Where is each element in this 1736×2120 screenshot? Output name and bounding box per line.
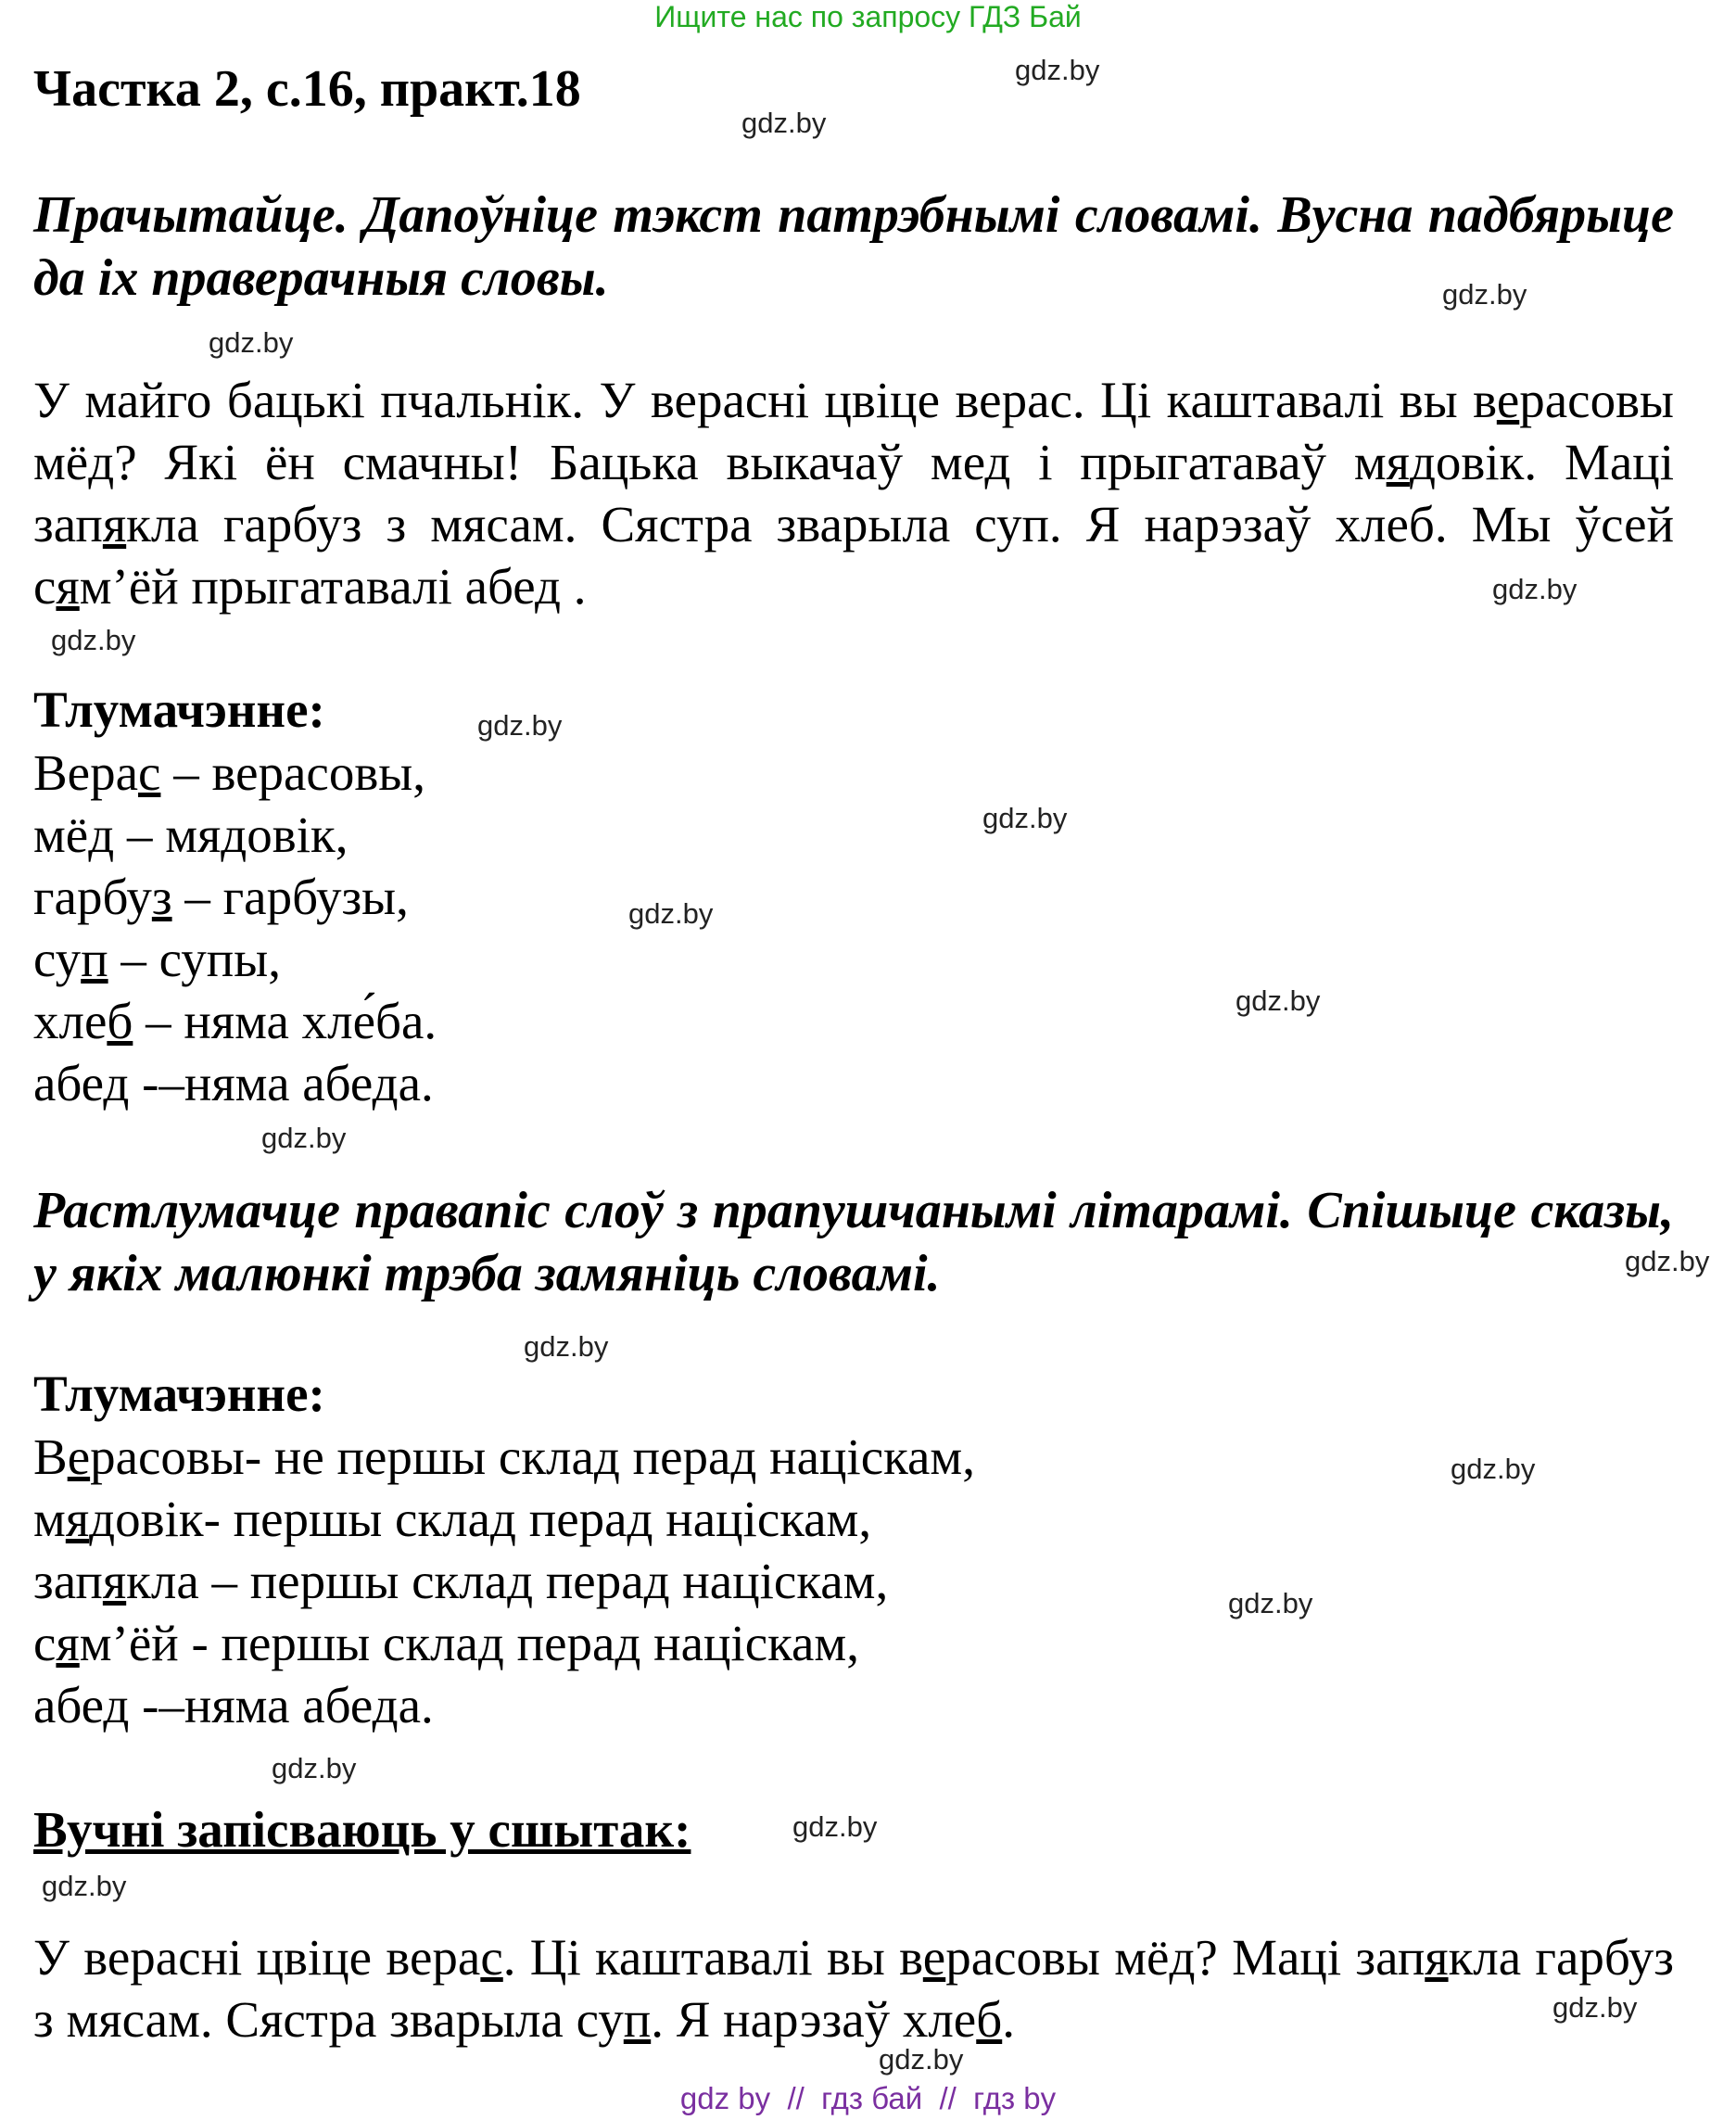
explanation-line: [33, 742, 437, 804]
explanation-list-1: [33, 742, 437, 1114]
text-run: .: [560, 558, 587, 615]
explanation-heading-2: Тлумачэнне:: [33, 1365, 325, 1422]
text-run: . Я нарэзаў хле: [651, 1991, 977, 2048]
watermark: gdz.by: [1625, 1245, 1710, 1277]
watermark: gdz.by: [792, 1810, 878, 1843]
explanation-heading-1: Тлумачэнне:: [33, 681, 325, 738]
watermark: gdz.by: [261, 1122, 347, 1154]
explanation-line: [33, 1052, 437, 1114]
underlined-letter: д: [103, 1677, 130, 1733]
underlined-letter: б: [107, 993, 133, 1049]
top-banner[interactable]: Ищите нас по запросу ГДЗ Бай: [654, 0, 1082, 33]
underlined-letter: е: [922, 1929, 946, 1986]
text-run: расовы- не першы склад перад націскам,: [90, 1428, 975, 1485]
underlined-letter: п: [81, 931, 108, 987]
explanation-line: [33, 1550, 975, 1612]
watermark: gdz.by: [1552, 1991, 1638, 2024]
text-run: кла – першы склад перад націскам,: [126, 1553, 889, 1609]
explanation-list-2: [33, 1426, 975, 1736]
text-run: кла гарбуз з мясам. Сястра зварыла су: [33, 1929, 1674, 2048]
text-run: довік. Маці зап: [33, 434, 1674, 552]
bottom-banner[interactable]: gdz by // гдз бай // гдз by: [679, 2081, 1057, 2115]
notebook-heading: Вучні запісваюць у сшытак:: [33, 1801, 691, 1858]
text-run: абе: [33, 1055, 104, 1111]
watermark: gdz.by: [879, 2043, 964, 2076]
watermark: gdz.by: [628, 897, 714, 930]
watermark: gdz.by: [1235, 984, 1321, 1017]
explanation-line: [33, 1674, 975, 1736]
text-run: хле: [33, 993, 108, 1049]
text-run: В: [33, 1428, 68, 1485]
watermark: gdz.by: [272, 1752, 357, 1784]
watermark: gdz.by: [1015, 54, 1100, 86]
text-run: расовы мёд? Маці зап: [945, 1929, 1426, 1986]
underlined-letter: з: [151, 869, 172, 925]
underlined-letter: с: [480, 1929, 503, 1986]
text-run: мё: [33, 806, 89, 863]
notebook-text: [33, 1926, 1674, 2050]
watermark: gdz.by: [741, 107, 827, 139]
watermark: gdz.by: [1228, 1587, 1313, 1619]
text-run: -–няма абеда.: [129, 1055, 434, 1111]
text-run: Вера: [33, 744, 139, 801]
text-run: У верасні цвіце вера: [33, 1929, 481, 1986]
exercise-text: [33, 369, 1674, 617]
watermark: gdz.by: [51, 624, 136, 656]
underlined-letter: д: [534, 558, 561, 615]
explanation-line: [33, 928, 437, 990]
underlined-letter: я: [56, 1615, 80, 1671]
watermark: gdz.by: [477, 709, 563, 742]
text-run: довік- першы склад перад націскам,: [89, 1491, 872, 1547]
watermark: gdz.by: [1492, 573, 1578, 605]
text-run: су: [33, 931, 82, 987]
underlined-letter: д: [103, 1055, 130, 1111]
underlined-letter: б: [976, 1991, 1003, 2048]
text-run: м’ёй прыгатавалі абе: [79, 558, 535, 615]
underlined-letter: е: [1496, 372, 1520, 428]
text-run: м’ёй - першы склад перад націскам,: [79, 1615, 859, 1671]
watermark: gdz.by: [1442, 278, 1527, 311]
text-run: – супы,: [108, 931, 281, 987]
underlined-letter: я: [102, 496, 127, 552]
explanation-line: [33, 1426, 975, 1488]
underlined-letter: я: [1425, 1929, 1449, 1986]
text-run: – мядовік,: [114, 806, 348, 863]
explanation-line: [33, 866, 437, 928]
watermark: gdz.by: [42, 1870, 127, 1902]
text-run: – гарбузы,: [171, 869, 409, 925]
task-instruction-1: Прачытайце. Дапоўніце тэкст патрэбнымі словамі. Вусна падбярыце да іх праверачныя словы.: [33, 186, 1674, 307]
text-run: .: [1002, 1991, 1015, 2048]
text-run: – няма хле́ба.: [133, 993, 437, 1049]
watermark: gdz.by: [209, 326, 294, 359]
task-instruction-2: Растлумачце правапіс слоў з прапушчанымі літарамі. Спішыце сказы, у якіх малюнкі трэба замяніць словамі.: [33, 1182, 1674, 1302]
underlined-letter: е: [67, 1428, 91, 1485]
underlined-letter: я: [56, 558, 80, 615]
text-run: -–няма абеда.: [129, 1677, 434, 1733]
watermark: gdz.by: [982, 802, 1068, 834]
text-run: кла гарбуз з мясам. Сястра зварыла суп. Я нарэзаў хлеб. Мы ўсей с: [33, 496, 1674, 615]
underlined-letter: я: [102, 1553, 127, 1609]
watermark: gdz.by: [1451, 1453, 1536, 1485]
text-run: гарбу: [33, 869, 152, 925]
explanation-line: [33, 1612, 975, 1674]
text-run: с: [33, 1615, 57, 1671]
underlined-letter: п: [623, 1991, 652, 2048]
text-run: У майго бацькі пчальнік. У верасні цвіце верас. Ці каштавалі вы в: [33, 372, 1497, 428]
explanation-line: [33, 1488, 975, 1550]
explanation-line: [33, 804, 437, 866]
watermark: gdz.by: [524, 1330, 609, 1363]
underlined-letter: я: [1386, 434, 1410, 490]
underlined-letter: я: [65, 1491, 90, 1547]
underlined-letter: с: [138, 744, 161, 801]
explanation-line: [33, 990, 437, 1052]
text-run: абе: [33, 1677, 104, 1733]
text-run: зап: [33, 1553, 103, 1609]
page-title: Частка 2, с.16, практ.18: [33, 60, 581, 118]
text-run: – верасовы,: [160, 744, 425, 801]
text-run: . Ці каштавалі вы в: [502, 1929, 923, 1986]
underlined-letter: д: [88, 806, 115, 863]
text-run: м: [33, 1491, 66, 1547]
text-run: расовы мёд? Які ён смачны! Бацька выкачаў мед і прыгатаваў м: [33, 372, 1674, 490]
